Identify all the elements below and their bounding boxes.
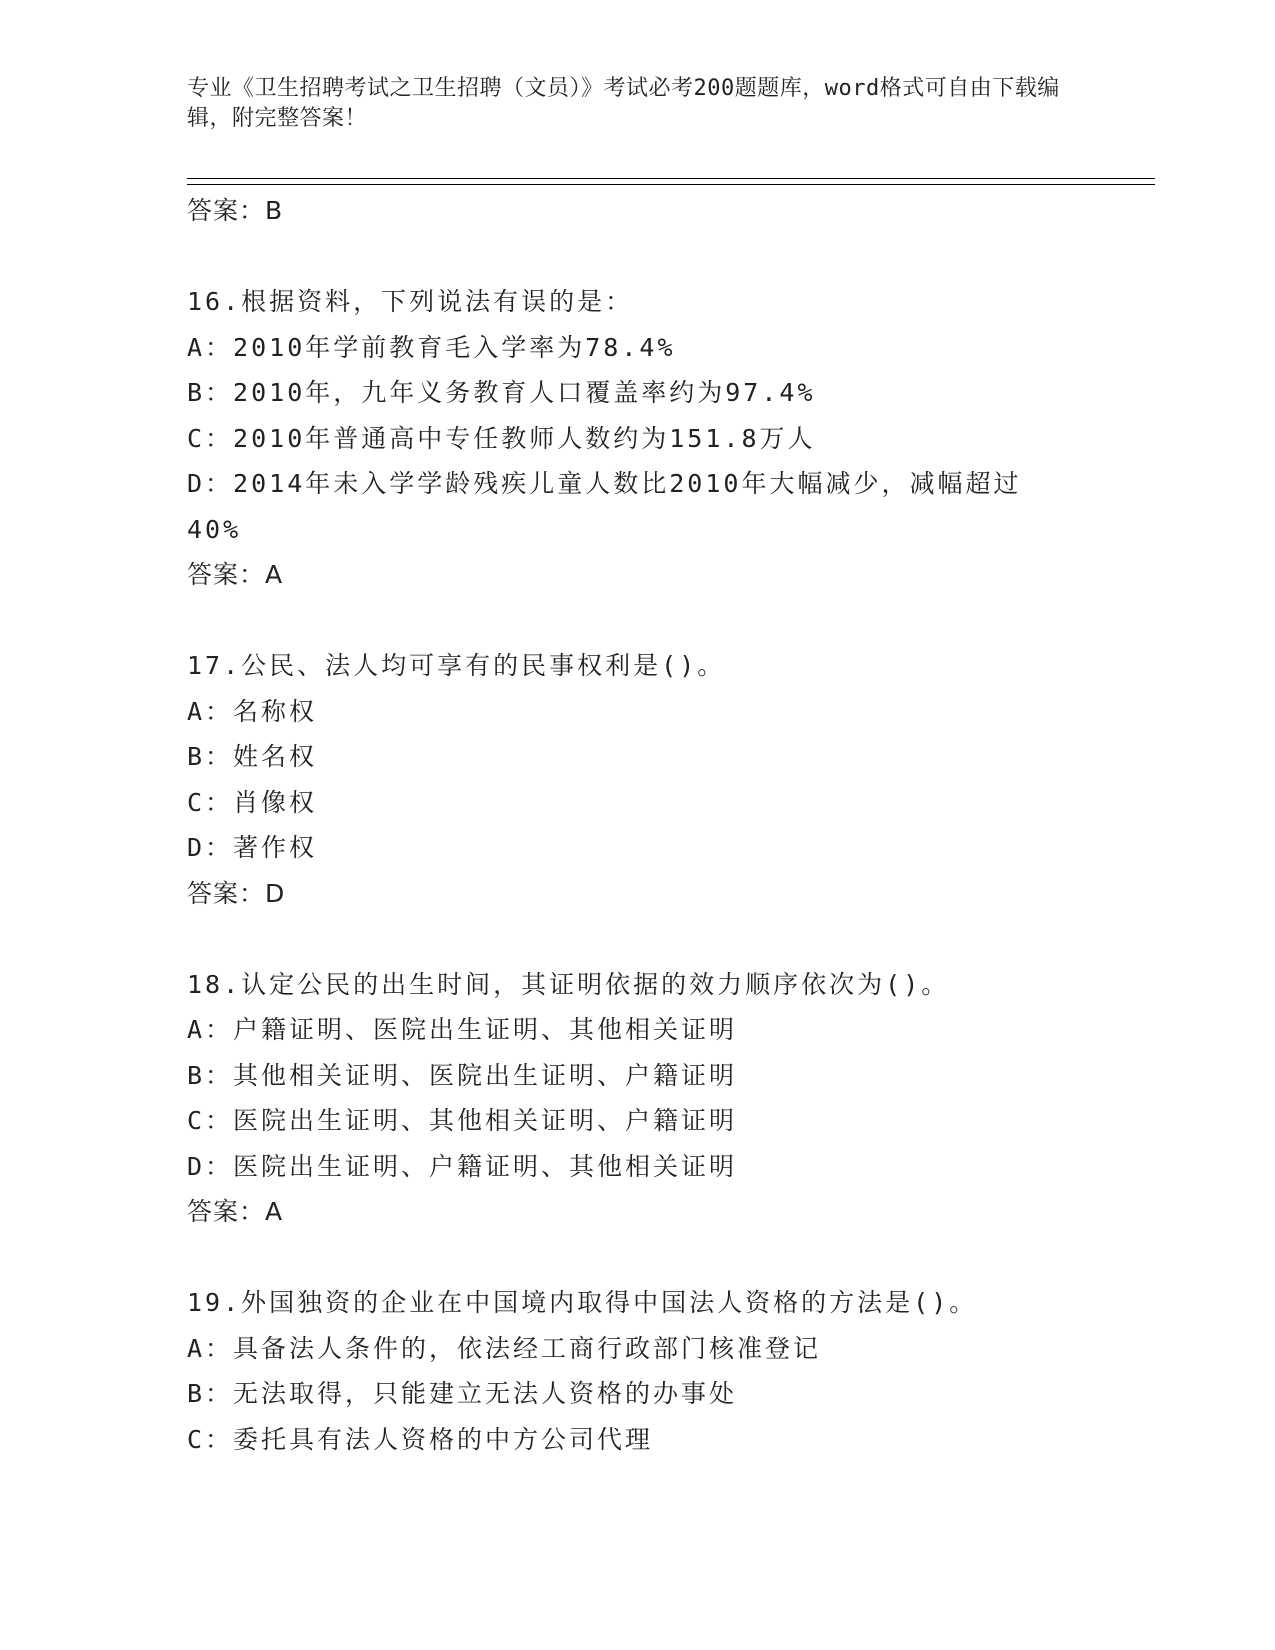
spacer (187, 598, 1087, 644)
option-c: C：肖像权 (187, 787, 318, 817)
answer: 答案：A (187, 560, 284, 589)
spacer (187, 234, 1087, 280)
document-header: 专业《卫生招聘考试之卫生招聘（文员）》考试必考200题题库，word格式可自由下载编辑，附完整答案！ (187, 76, 1060, 131)
header-rule-bottom (187, 184, 1155, 185)
option-d: D：2014年未入学学龄残疾儿童人数比2010年大幅减少，减幅超过40% (187, 469, 1022, 544)
question-list (187, 188, 1087, 1462)
option-a: A：具备法人条件的，依法经工商行政部门核准登记 (187, 1333, 822, 1363)
previous-answer: 答案：B (187, 196, 284, 225)
spacer (187, 1235, 1087, 1281)
question-stem: 17.公民、法人均可享有的民事权利是()。 (187, 651, 726, 680)
spacer (187, 916, 1087, 962)
question-stem: 18.认定公民的出生时间，其证明依据的效力顺序依次为()。 (187, 969, 950, 999)
question-stem: 16.根据资料，下列说法有误的是： (187, 287, 634, 316)
option-a: A：名称权 (187, 696, 318, 726)
option-a: A：2010年学前教育毛入学率为78.4% (187, 332, 676, 362)
header-rule-top (187, 178, 1155, 179)
question-18 (187, 962, 1087, 1235)
option-a: A：户籍证明、医院出生证明、其他相关证明 (187, 1015, 738, 1044)
question-16 (187, 279, 1087, 598)
option-d: D：著作权 (187, 833, 318, 862)
option-c: C：2010年普通高中专任教师人数约为151.8万人 (187, 423, 816, 453)
question-stem: 19.外国独资的企业在中国境内取得中国法人资格的方法是()。 (187, 1288, 978, 1317)
question-19 (187, 1280, 1087, 1462)
answer: 答案：D (187, 878, 286, 908)
option-c: C：委托具有法人资格的中方公司代理 (187, 1424, 654, 1454)
option-b: B：姓名权 (187, 742, 318, 771)
option-b: B：2010年，九年义务教育人口覆盖率约为97.4% (187, 378, 816, 407)
option-b: B：其他相关证明、医院出生证明、户籍证明 (187, 1060, 738, 1090)
option-d: D：医院出生证明、户籍证明、其他相关证明 (187, 1151, 738, 1181)
answer: 答案：A (187, 1197, 284, 1226)
question-17 (187, 643, 1087, 916)
option-c: C：医院出生证明、其他相关证明、户籍证明 (187, 1106, 738, 1135)
option-b: B：无法取得，只能建立无法人资格的办事处 (187, 1379, 738, 1408)
